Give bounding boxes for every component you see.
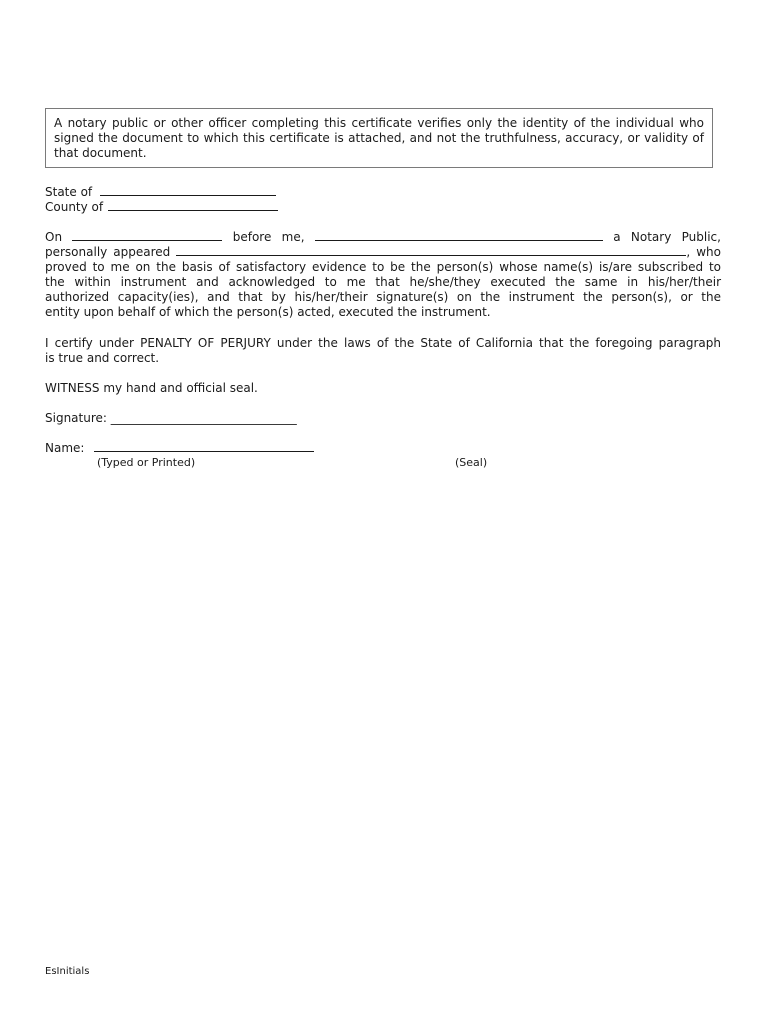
- name-blank-line[interactable]: [94, 441, 314, 452]
- signature-line[interactable]: _______________________________: [110, 411, 297, 425]
- seal-caption: (Seal): [455, 456, 488, 469]
- state-label: State of: [45, 185, 93, 199]
- notary-public-label: a Notary Public,: [613, 230, 721, 244]
- acknowledgment-line-6: entity upon behalf of which the person(s) acted, executed the instrument.: [45, 305, 491, 319]
- footer-initials: EsInitials: [45, 966, 90, 977]
- county-blank-line[interactable]: [108, 200, 278, 211]
- state-field: [45, 185, 276, 200]
- notary-disclaimer-text: A notary public or other officer completing this certificate verifies only the identity of the individual who signed the document to which this certificate is attached, and not the truthfulness, accuracy, or validity of that document.: [54, 116, 704, 160]
- typed-or-printed-caption: (Typed or Printed): [97, 456, 196, 469]
- county-field: [45, 200, 278, 215]
- date-blank-line[interactable]: [72, 230, 222, 241]
- state-blank-line[interactable]: [100, 185, 276, 196]
- acknowledgment-line-1: [45, 230, 721, 245]
- acknowledgment-line-4: the within instrument and acknowledged to me that he/she/they executed the same in his/her/their: [45, 275, 721, 289]
- personally-appeared-label: personally appeared: [45, 245, 171, 259]
- certify-line-2: is true and correct.: [45, 351, 160, 365]
- acknowledgment-line-5: authorized capacity(ies), and that by his/her/their signature(s) on the instrument the person(s), or the: [45, 290, 721, 304]
- name-field: [45, 441, 314, 456]
- name-label: Name:: [45, 441, 85, 455]
- notary-name-blank-line[interactable]: [315, 230, 603, 241]
- witness-statement: WITNESS my hand and official seal.: [45, 381, 258, 395]
- before-me-label: before me,: [232, 230, 305, 244]
- acknowledgment-line-3: proved to me on the basis of satisfactory evidence to be the person(s) whose name(s) is/are subscribed to: [45, 260, 721, 274]
- certify-line-1: I certify under PENALTY OF PERJURY under the laws of the State of California that the foregoing paragraph: [45, 336, 721, 350]
- signature-field: [45, 411, 297, 426]
- signer-name-blank-line[interactable]: [176, 245, 686, 256]
- notary-disclaimer-box: [45, 108, 713, 168]
- acknowledgment-line-2: [45, 245, 721, 260]
- who-label: , who: [686, 245, 721, 259]
- acknowledgment-paragraph: [45, 230, 721, 320]
- on-label: On: [45, 230, 63, 244]
- signature-label: Signature:: [45, 411, 107, 425]
- certify-paragraph: [45, 336, 721, 366]
- county-label: County of: [45, 200, 104, 214]
